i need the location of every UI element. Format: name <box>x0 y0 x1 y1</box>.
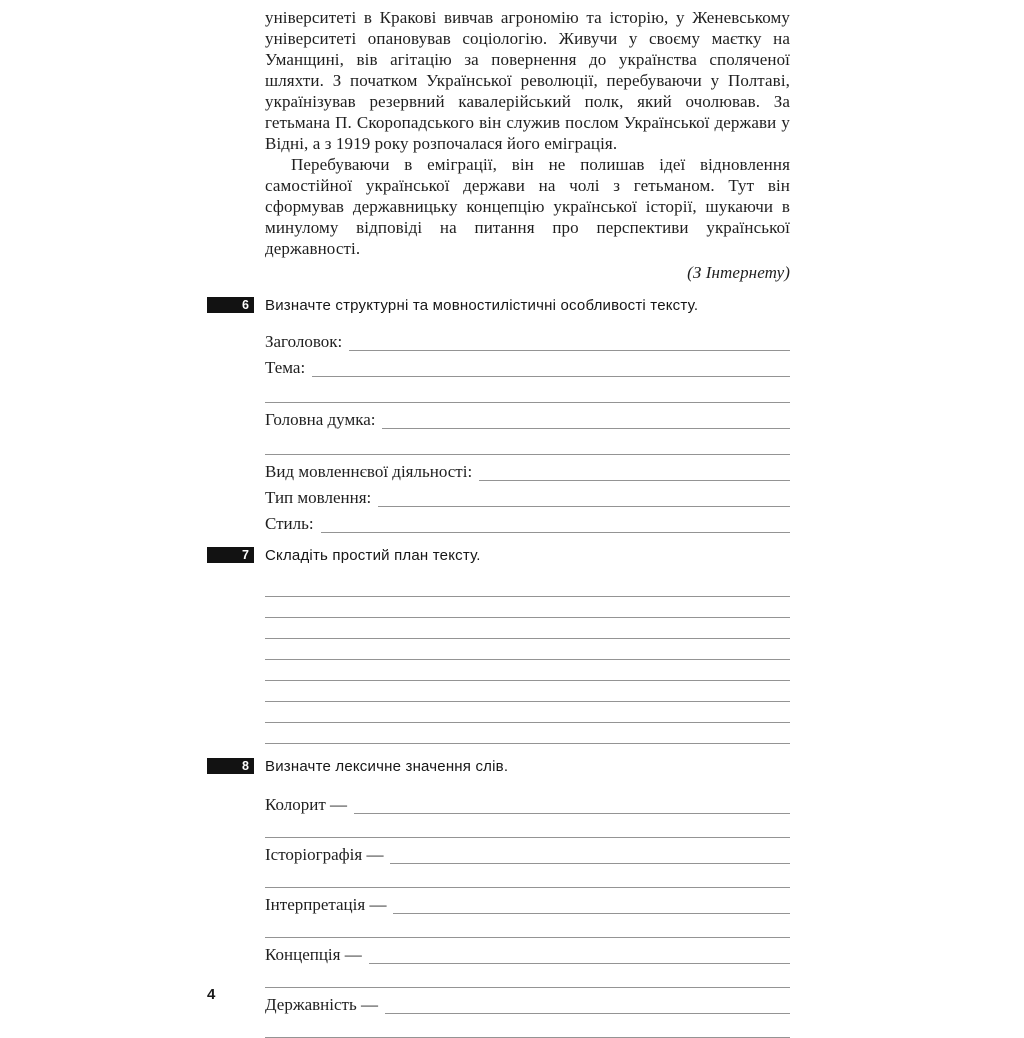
answer-blank-line <box>321 507 790 533</box>
answer-field-row <box>265 507 790 533</box>
answer-field-row <box>265 838 790 864</box>
exercise-7 <box>242 546 790 744</box>
answer-field-row <box>265 938 790 964</box>
answer-blank-line <box>369 938 790 964</box>
answer-field-row <box>265 403 790 429</box>
answer-blank-line <box>349 325 790 351</box>
passage-paragraph-1: університеті в Кракові вивчав агрономію та історію, у Женевському університеті опановував соціологію. Живучи у своєму маєтку на Уманщині, вів агітацію за повернення до українства споляченої шляхти. З початком Української революції, перебуваючи у Полтаві, українізував резервний кавалерійський полк, який очолював. За гетьмана П. Скоропадського він служив послом Української держави у Відні, а з 1919 року розпочалася його еміграція. <box>265 8 790 153</box>
reading-passage <box>265 7 790 283</box>
answer-field-row <box>265 788 790 814</box>
answer-field-row <box>265 481 790 507</box>
answer-blank-line <box>393 888 790 914</box>
field-label: Інтерпретація — <box>265 895 387 914</box>
exercise-8-fields <box>265 788 790 1038</box>
exercise-7-blank-lines <box>265 576 790 744</box>
exercise-instruction: Складіть простий план тексту. <box>265 547 481 564</box>
answer-blank-line <box>265 618 790 639</box>
answer-blank-line <box>479 455 790 481</box>
answer-blank-line <box>265 377 790 403</box>
field-label: Історіографія — <box>265 845 384 864</box>
field-label: Тип мовлення: <box>265 488 372 507</box>
answer-blank-line <box>390 838 790 864</box>
answer-blank-line <box>265 597 790 618</box>
exercise-8 <box>242 757 790 1038</box>
answer-blank-line <box>354 788 790 814</box>
passage-paragraph-2: Перебуваючи в еміграції, він не полишав ідеї відновлення самостійної української держави на чолі з гетьманом. Тут він сформував державницьку концепцію української історії, шукаючи в минулому відповіді на питання про перспективи української державності. <box>265 155 790 258</box>
answer-blank-line <box>265 723 790 744</box>
answer-blank-line <box>312 351 790 377</box>
exercise-6-fields <box>265 325 790 533</box>
exercise-instruction: Визначте лексичне значення слів. <box>265 758 509 775</box>
answer-field-row <box>265 351 790 377</box>
answer-blank-line <box>265 1014 790 1038</box>
answer-blank-line <box>265 964 790 988</box>
exercise-8-header <box>242 757 790 776</box>
answer-blank-line <box>382 403 790 429</box>
answer-field-row <box>265 455 790 481</box>
field-label: Державність — <box>265 995 378 1014</box>
exercise-7-header <box>242 546 790 565</box>
field-label: Заголовок: <box>265 332 343 351</box>
answer-blank-line <box>265 576 790 597</box>
answer-blank-line <box>265 681 790 702</box>
answer-blank-line <box>385 988 790 1014</box>
answer-blank-line <box>265 814 790 838</box>
field-label: Колорит — <box>265 795 348 814</box>
exercise-6-header <box>242 296 790 315</box>
answer-blank-line <box>265 639 790 660</box>
exercise-number-badge: 8 <box>207 758 254 774</box>
passage-attribution: (З Інтернету) <box>687 263 790 282</box>
answer-field-row <box>265 888 790 914</box>
exercise-6 <box>242 296 790 533</box>
answer-blank-line <box>378 481 790 507</box>
field-label: Тема: <box>265 358 306 377</box>
answer-blank-line <box>265 914 790 938</box>
answer-blank-line <box>265 429 790 455</box>
exercise-number-badge: 6 <box>207 297 254 313</box>
answer-blank-line <box>265 660 790 681</box>
page-number: 4 <box>207 986 216 1003</box>
field-label: Стиль: <box>265 514 314 533</box>
field-label: Головна думка: <box>265 410 376 429</box>
answer-blank-line <box>265 864 790 888</box>
answer-field-row <box>265 325 790 351</box>
field-label: Концепція — <box>265 945 362 964</box>
field-label: Вид мовленнєвої діяльності: <box>265 462 473 481</box>
exercise-instruction: Визначте структурні та мовностилістичні особливості тексту. <box>265 297 699 314</box>
exercise-number-badge: 7 <box>207 547 254 563</box>
answer-field-row <box>265 988 790 1014</box>
answer-blank-line <box>265 702 790 723</box>
